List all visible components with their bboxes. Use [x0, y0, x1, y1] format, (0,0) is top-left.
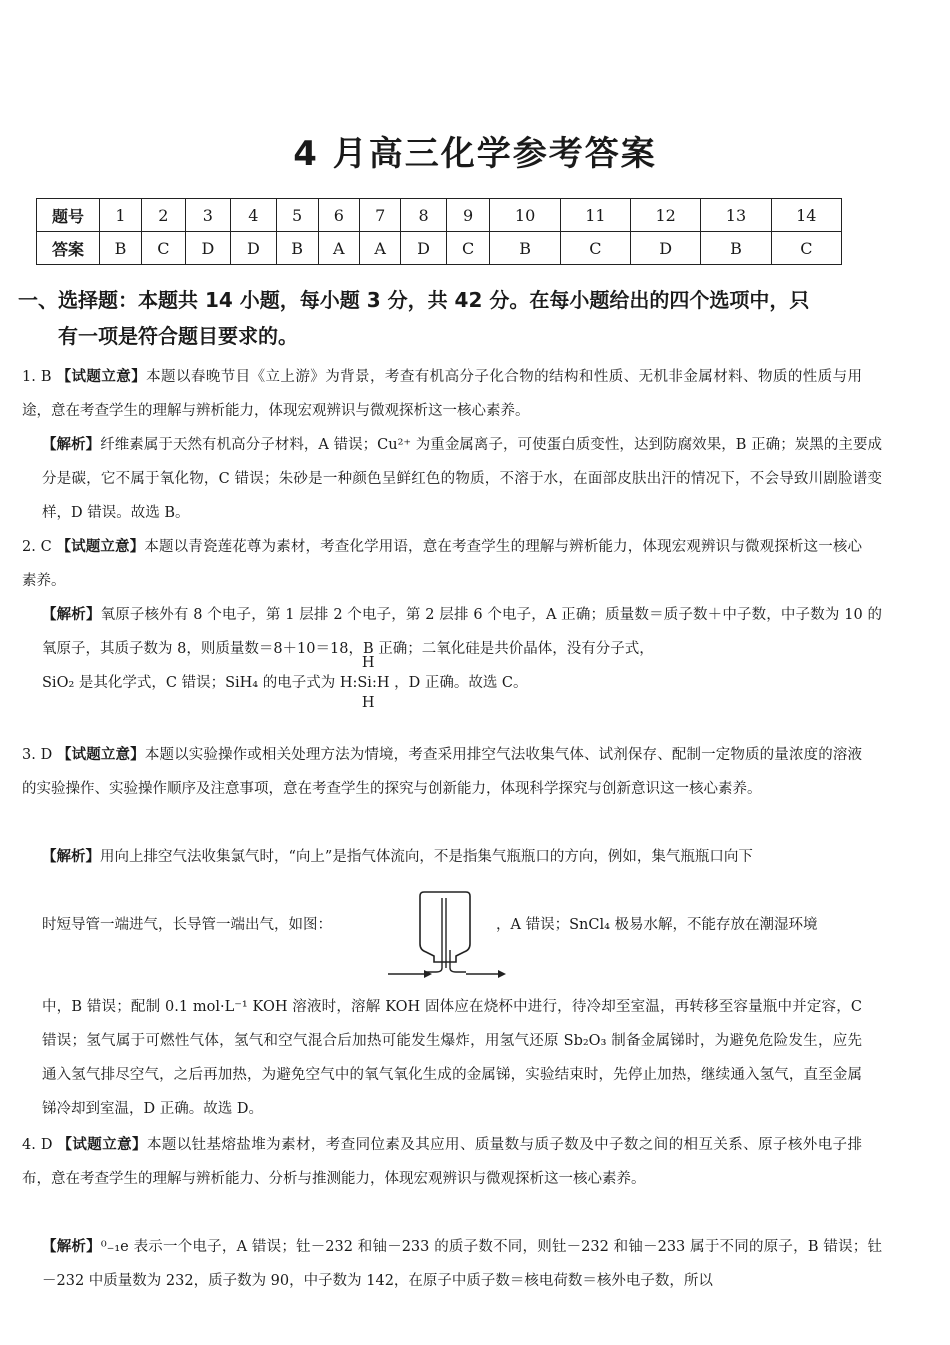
q2-analysis-label: 【解析】: [42, 607, 101, 623]
q2-analysis-end: ，D 正确。故选 C。: [394, 675, 528, 691]
question-number-cell: 5: [276, 199, 318, 232]
q3-figure-line: [22, 884, 862, 994]
q1-analysis-label: 【解析】: [42, 437, 101, 453]
section-heading-line2: 有一项是符合题目要求的。: [58, 324, 298, 348]
formula-bottom-h: H: [361, 695, 375, 711]
q4-number: 4. D: [22, 1137, 53, 1153]
q2-analysis: [22, 598, 882, 666]
question-2: [22, 530, 862, 598]
answer-cell: D: [631, 232, 701, 265]
answer-cell: C: [771, 232, 841, 265]
q1-intent-label: 【试题立意】: [56, 369, 147, 385]
q1-analysis-text: 纤维素属于天然有机高分子材料，A 错误；Cu²⁺ 为重金属离子，可使蛋白质变性，达到防腐效果，B 正确；炭黑的主要成分是碳，它不属于氧化物，C 错误；朱砂是一种颜色呈鲜红色的物质，不溶于水，在面部皮肤出汗的情况下，不会导致川剧脸谱变样，D 错误。故选 B。: [42, 437, 882, 521]
table-row-numbers: [37, 199, 842, 232]
q2-intent: 本题以青瓷莲花尊为素材，考查化学用语，意在考查学生的理解与辨析能力，体现宏观辨识与微观探析这一核心素养。: [22, 539, 863, 589]
section-heading-line1: 一、选择题：本题共 14 小题，每小题 3 分，共 42 分。在每小题给出的四个选项中，只: [18, 288, 810, 312]
sih4-electron-formula: [339, 655, 390, 711]
q4-intent: 本题以钍基熔盐堆为素材，考查同位素及其应用、质量数与质子数及中子数之间的相互关系、原子核外电子排布，意在考查学生的理解与辨析能力、分析与推测能力，体现宏观辨识与微观探析这一核心素养。: [22, 1137, 863, 1187]
q2-intent-label: 【试题立意】: [56, 539, 145, 555]
question-number-cell: 1: [100, 199, 142, 232]
question-3: [22, 738, 862, 806]
answer-cell: C: [560, 232, 630, 265]
q3-analysis: [22, 840, 882, 874]
answer-cell: C: [142, 232, 186, 265]
question-number-cell: 12: [631, 199, 701, 232]
row-header-number: 题号: [37, 199, 100, 232]
q3-fig-after: ，A 错误；SnCl₄ 极易水解，不能存放在潮湿环境: [496, 917, 818, 933]
q2-analysis-formula-line: [22, 655, 882, 711]
table-row-answers: [37, 232, 842, 265]
q1-number: 1. B: [22, 369, 52, 385]
q2-analysis-text: 氧原子核外有 8 个电子，第 1 层排 2 个电子，第 2 层排 6 个电子，A 正确；质量数＝质子数＋中子数，中子数为 10 的氧原子，其质子数为 8，则质量数＝8＋10＝18，B 正确；二氧化硅是共价晶体，没有分子式，: [42, 607, 883, 657]
question-1: [22, 360, 862, 428]
gas-bottle-diagram: [366, 884, 516, 984]
question-number-cell: 9: [446, 199, 490, 232]
q4-intent-label: 【试题立意】: [57, 1137, 147, 1153]
question-number-cell: 6: [318, 199, 359, 232]
question-number-cell: 14: [771, 199, 841, 232]
q3-analysis-text: 用向上排空气法收集氯气时，“向上”是指气体流向，不是指集气瓶瓶口的方向，例如，集气瓶瓶口向下: [100, 849, 753, 865]
q4-analysis-label: 【解析】: [42, 1239, 101, 1255]
q2-number: 2. C: [22, 539, 52, 555]
q1-intent: 本题以春晚节目《立上游》为背景，考查有机高分子化合物的结构和性质、无机非金属材料、物质的性质与用途，意在考查学生的理解与辨析能力，体现宏观辨识与微观探析这一核心素养。: [22, 369, 863, 419]
answer-cell: A: [318, 232, 359, 265]
question-number-cell: 3: [185, 199, 231, 232]
q3-analysis-label: 【解析】: [42, 849, 100, 865]
q4-analysis-text: ⁰₋₁e 表示一个电子，A 错误；钍－232 和铀－233 的质子数不同，则钍－232 和铀－233 属于不同的原子，B 错误；钍－232 中质量数为 232，质子数为 90，中子数为 142，在原子中质子数＝核电荷数＝核外电子数，所以: [42, 1239, 882, 1289]
question-number-cell: 8: [401, 199, 447, 232]
page-title: 4 月高三化学参考答案: [293, 134, 657, 174]
question-number-cell: 11: [560, 199, 630, 232]
q2-analysis-tail: SiO₂ 是其化学式，C 错误；SiH₄ 的电子式为: [42, 675, 336, 691]
section-heading: [18, 282, 888, 354]
answer-cell: C: [446, 232, 490, 265]
answer-cell: B: [490, 232, 560, 265]
question-number-cell: 4: [231, 199, 277, 232]
answer-cell: B: [100, 232, 142, 265]
question-number-cell: 2: [142, 199, 186, 232]
question-number-cell: 7: [359, 199, 400, 232]
answer-cell: B: [276, 232, 318, 265]
q3-intent: 本题以实验操作或相关处理方法为情境，考查采用排空气法收集气体、试剂保存、配制一定物质的量浓度的溶液的实验操作、实验操作顺序及注意事项，意在考查学生的探究与创新能力，体现科学探究与创新意识这一核心素养。: [22, 747, 863, 797]
question-number-cell: 10: [490, 199, 560, 232]
q3-analysis-rest: 中，B 错误；配制 0.1 mol·L⁻¹ KOH 溶液时，溶解 KOH 固体应在烧杯中进行，待冷却至室温，再转移至容量瓶中并定容，C 错误；氢气属于可燃性气体，氢气和空气混合后加热可能发生爆炸，用氢气还原 Sb₂O₃ 制备金属锑时，为避免危险发生，应先通入氢气排尽空气，之后再加热，为避免空气中的氧气氧化生成的金属锑，实验结束时，先停止加热，继续通入氢气，直至金属锑冷却到室温，D 正确。故选 D。: [42, 999, 862, 1117]
formula-center: H:Si:H: [339, 675, 390, 691]
q1-analysis: [22, 428, 882, 530]
answer-cell: D: [231, 232, 277, 265]
row-header-answer: 答案: [37, 232, 100, 265]
answer-cell: D: [185, 232, 231, 265]
formula-top-h: H: [361, 655, 375, 671]
question-number-cell: 13: [701, 199, 771, 232]
q4-analysis: [22, 1230, 882, 1298]
q3-fig-before: 时短导管一端进气，长导管一端出气，如图：: [42, 917, 332, 933]
q3-number: 3. D: [22, 747, 53, 763]
q3-intent-label: 【试题立意】: [56, 747, 145, 763]
answer-table: [36, 198, 842, 265]
question-4: [22, 1128, 862, 1196]
answer-cell: B: [701, 232, 771, 265]
answer-cell: A: [359, 232, 400, 265]
answer-cell: D: [401, 232, 447, 265]
